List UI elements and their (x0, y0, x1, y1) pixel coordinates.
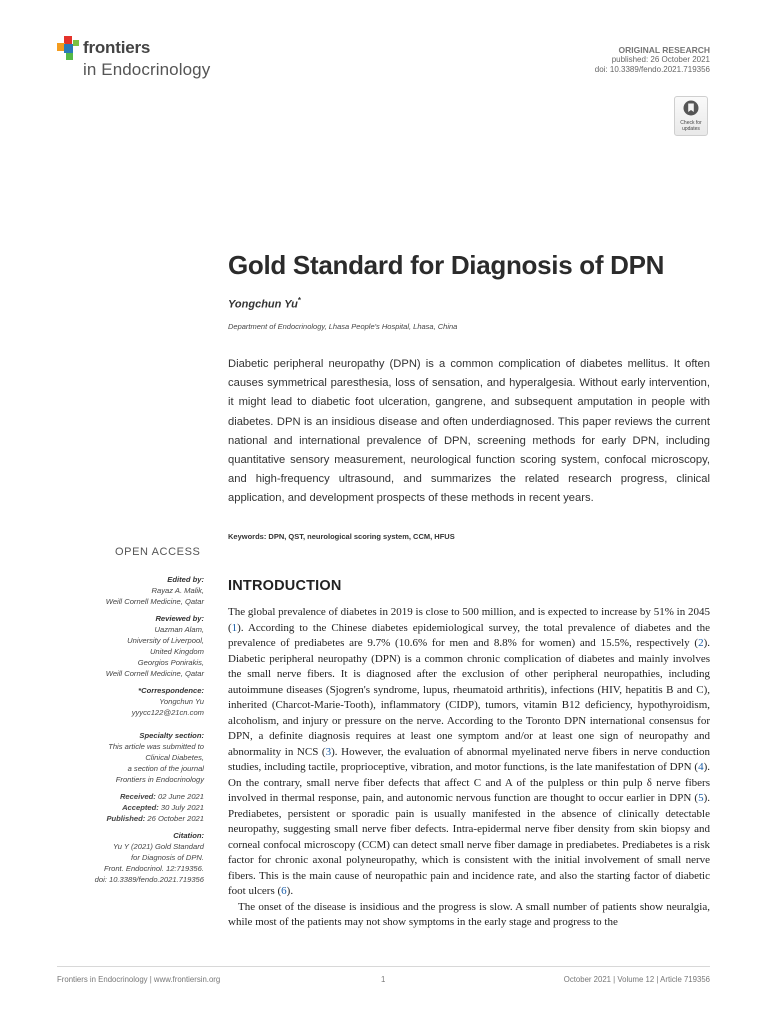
citation-line-1: Yu Y (2021) Gold Standard (112, 842, 204, 851)
reviewer-2-affiliation: Weill Cornell Medicine, Qatar (105, 669, 204, 678)
author-line (228, 296, 301, 311)
article-type: ORIGINAL RESEARCH (618, 45, 710, 55)
correspondence-mark: * (297, 296, 301, 305)
citation-line-4[interactable]: doi: 10.3389/fendo.2021.719356 (94, 875, 204, 884)
reference-link-4[interactable]: 4 (698, 761, 704, 773)
received-date (44, 791, 204, 802)
bookmark-check-icon (683, 100, 699, 116)
journal-name: in Endocrinology (83, 60, 211, 79)
published-value: 26 October 2021 (147, 814, 204, 823)
footer-journal-link[interactable]: Frontiers in Endocrinology | www.frontiersin.org (57, 975, 221, 984)
journal-brand: frontiers (83, 38, 151, 57)
editor-affiliation: Weill Cornell Medicine, Qatar (105, 597, 204, 606)
specialty-line-2: Clinical Diabetes, (145, 753, 204, 762)
accepted-label: Accepted: (122, 803, 159, 812)
open-access-label: OPEN ACCESS (115, 546, 201, 558)
published-date: published: 26 October 2021 (611, 55, 710, 64)
reviewed-by-heading: Reviewed by: (155, 614, 204, 623)
article-header-meta (595, 45, 710, 75)
abstract: Diabetic peripheral neuropathy (DPN) is a common complication of diabetes mellitus. It often causes symmetrical paresthesia, loss of sensation, and hyperalgesia. Without early intervention, it might lead to diabetic foot ulceration, gangrene, and subsequent amputation in people with diabetes. DPN is an insidious disease and often underdiagnosed. This paper reviews the current national and international prevalence of DPN, screening methods for early DPN, including quantitative sensory measurement, neurological function scoring system, confocal microscopy, and high-frequency ultrasound, and summarizes the related research progress, clinical application, and development prospects of these methods in recent years. (228, 358, 710, 505)
reviewer-1-name[interactable]: Uazman Alam, (154, 625, 204, 634)
published-label: Published: (106, 814, 146, 823)
specialty-line-4: Frontiers in Endocrinology (115, 775, 204, 784)
reviewer-1-affiliation: University of Liverpool, (127, 636, 204, 645)
keywords: Keywords: DPN, QST, neurological scoring system, CCM, HFUS (228, 532, 455, 541)
page-number: 1 (381, 975, 386, 984)
accepted-value: 30 July 2021 (160, 803, 204, 812)
received-value: 02 June 2021 (157, 792, 204, 801)
article-title: Gold Standard for Diagnosis of DPN (228, 250, 665, 280)
footer-divider (57, 966, 710, 967)
specialty-heading: Specialty section: (139, 731, 204, 740)
author-affiliation: Department of Endocrinology, Lhasa People's Hospital, Lhasa, China (228, 322, 458, 331)
badge-line-2: updates (682, 125, 700, 132)
citation-line-2: for Diagnosis of DPN. (130, 853, 204, 862)
article-sidebar (44, 574, 204, 885)
journal-logo (57, 36, 237, 86)
accepted-date (44, 802, 204, 813)
reference-link-3[interactable]: 3 (325, 745, 332, 758)
intro-paragraph-1: The global prevalence of diabetes in 2019 is close to 500 million, and is expected to increase by 51% in 2045 (1). According to the Chinese diabetes epidemiological survey, the total prevalence of diabetes and the prevalence of prediabetes are 9.7% (10.6% for men and 8.8% for women) and 15.5%, respectively (2). Diabetic peripheral neuropathy (DPN) is a common chronic complication of diabetes and mainly involves the small nerve fibers. It is diagnosed after the exclusion of other peripheral neuropathies, including autoimmune diseases (Sjogren's syndrome, lupus, rheumatoid arthritis), infections (HIV, hepatitis B and C), inherited (Charcot-Marie-Tooth), inflammatory (CIDP), tumors, vitamin B12 deficiency, hypothyroidism, alcoholism, and injury or pressure on the nerve. According to the Toronto DPN international consensus for DPN, a definite diagnosis requires at least one symptom and/or at least one sign of neuropathy and abnormality in NCS (3). However, the evaluation of abnormal myelinated nerve fibers in nerve conduction studies, including tactile, proprioceptive, vibration, and motor functions, is the late manifestation of DPN (4). On the contrary, small nerve fiber defects that affect C and A of the pulpless or thin pulp δ nerve fibers involved in thermal response, pain, and autonomic nervous function are thought to occur earlier in DPN (5). Prediabetes, persistent or sporadic pain is usually manifested in the absence of clinically detectable neuropathy, suggesting small nerve fiber defects. Intra-epidermal nerve fiber density from skin biopsy and corneal confocal microscopy (CCM) can detect small nerve fiber damage in prediabetes. Prediabetes is a risk factor for chronic axonal polyneuropathy, which is consistent with the initial involvement of small nerve fibers. This is the main cause of neuropathic pain and incidence rate, and also the starting factor of diabetic foot ulcers (6). (228, 606, 711, 897)
author-name[interactable]: Yongchun Yu (228, 298, 298, 311)
reference-link-5[interactable]: 5 (698, 792, 704, 804)
correspondence-heading: *Correspondence: (138, 686, 204, 695)
reviewer-1-country: United Kingdom (149, 647, 204, 656)
received-label: Received: (119, 792, 156, 801)
correspondence-name: Yongchun Yu (159, 697, 204, 706)
introduction-heading: INTRODUCTION (228, 578, 342, 594)
check-for-updates-button[interactable] (674, 96, 708, 136)
citation-line-3: Front. Endocrinol. 12:719356. (103, 864, 204, 873)
specialty-line-1: This article was submitted to (108, 742, 204, 751)
reference-link-6[interactable]: 6 (281, 885, 287, 897)
article-doi[interactable]: doi: 10.3389/fendo.2021.719356 (594, 65, 710, 74)
intro-paragraph-2: The onset of the disease is insidious and the progress is slow. A small number of patients show neuralgia, while most of the patients may not show symptoms in the early stage and progress to the (228, 900, 710, 928)
introduction-body (228, 605, 710, 931)
published-date-sidebar (44, 813, 204, 824)
reference-link-1[interactable]: 1 (231, 621, 238, 634)
citation-heading: Citation: (173, 831, 204, 840)
frontiers-logo-icon (57, 36, 81, 60)
editor-name[interactable]: Rayaz A. Malik, (151, 586, 204, 595)
reference-link-2[interactable]: 2 (698, 637, 704, 649)
badge-line-1: Check for (680, 120, 702, 126)
footer-issue-info: October 2021 | Volume 12 | Article 719356 (563, 975, 710, 984)
edited-by-heading: Edited by: (167, 575, 204, 584)
specialty-line-3: a section of the journal (127, 764, 204, 773)
reviewer-2-name[interactable]: Georgios Ponirakis, (137, 658, 204, 667)
correspondence-email[interactable]: yyycc122@21cn.com (131, 708, 204, 717)
